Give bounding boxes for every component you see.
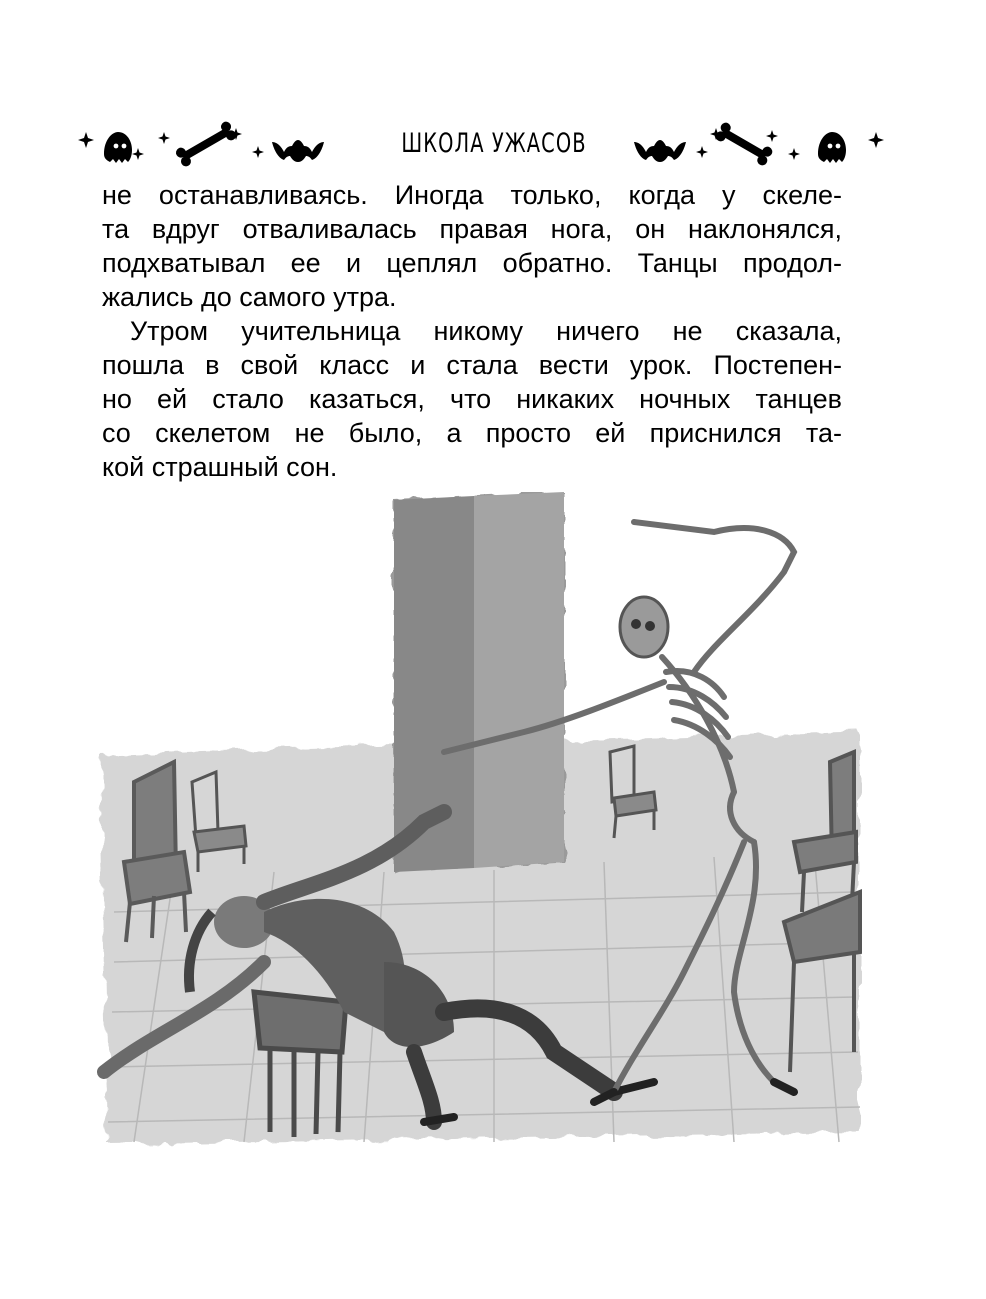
bat-icon <box>634 140 686 162</box>
body-text <box>102 178 842 484</box>
bone-icon <box>174 120 238 168</box>
illustration-skeleton-dance <box>94 492 862 1154</box>
bone-icon <box>714 121 774 167</box>
running-header <box>0 118 986 178</box>
text-line: кой страшный сон. <box>102 452 338 482</box>
ghost-icon <box>818 132 846 163</box>
text-line: та вдруг отваливалась правая нога, он наклонялся, <box>102 214 842 244</box>
header-ornament-left <box>76 118 338 178</box>
sparkle-icon <box>78 132 94 148</box>
sparkle-icon <box>696 146 708 158</box>
sparkle-icon <box>788 148 800 160</box>
sparkle-icon <box>766 130 778 142</box>
header-ornament-right <box>632 118 894 178</box>
sparkle-icon <box>868 132 884 148</box>
paragraph-1 <box>102 178 842 314</box>
sparkle-icon <box>158 132 170 144</box>
sparkle-icon <box>252 146 264 158</box>
text-line: пошла в свой класс и стала вести урок. Постепен- <box>102 350 842 380</box>
text-line: Утром учительница никому ничего не сказала, <box>130 316 842 346</box>
bat-icon <box>272 140 324 162</box>
sparkle-icon <box>132 148 144 160</box>
ghost-icon <box>104 132 132 163</box>
pillar <box>394 492 564 872</box>
text-line: жались до самого утра. <box>102 282 397 312</box>
running-head-title: ШКОЛА УЖАСОВ <box>401 128 587 159</box>
text-line: не останавливаясь. Иногда только, когда у скеле- <box>102 180 842 210</box>
text-line: но ей стало казаться, что никаких ночных танцев <box>102 384 842 414</box>
text-line: со скелетом не было, а просто ей приснился та- <box>102 418 842 448</box>
text-line: подхватывал ее и цеплял обратно. Танцы продол- <box>102 248 842 278</box>
paragraph-2 <box>102 314 842 484</box>
